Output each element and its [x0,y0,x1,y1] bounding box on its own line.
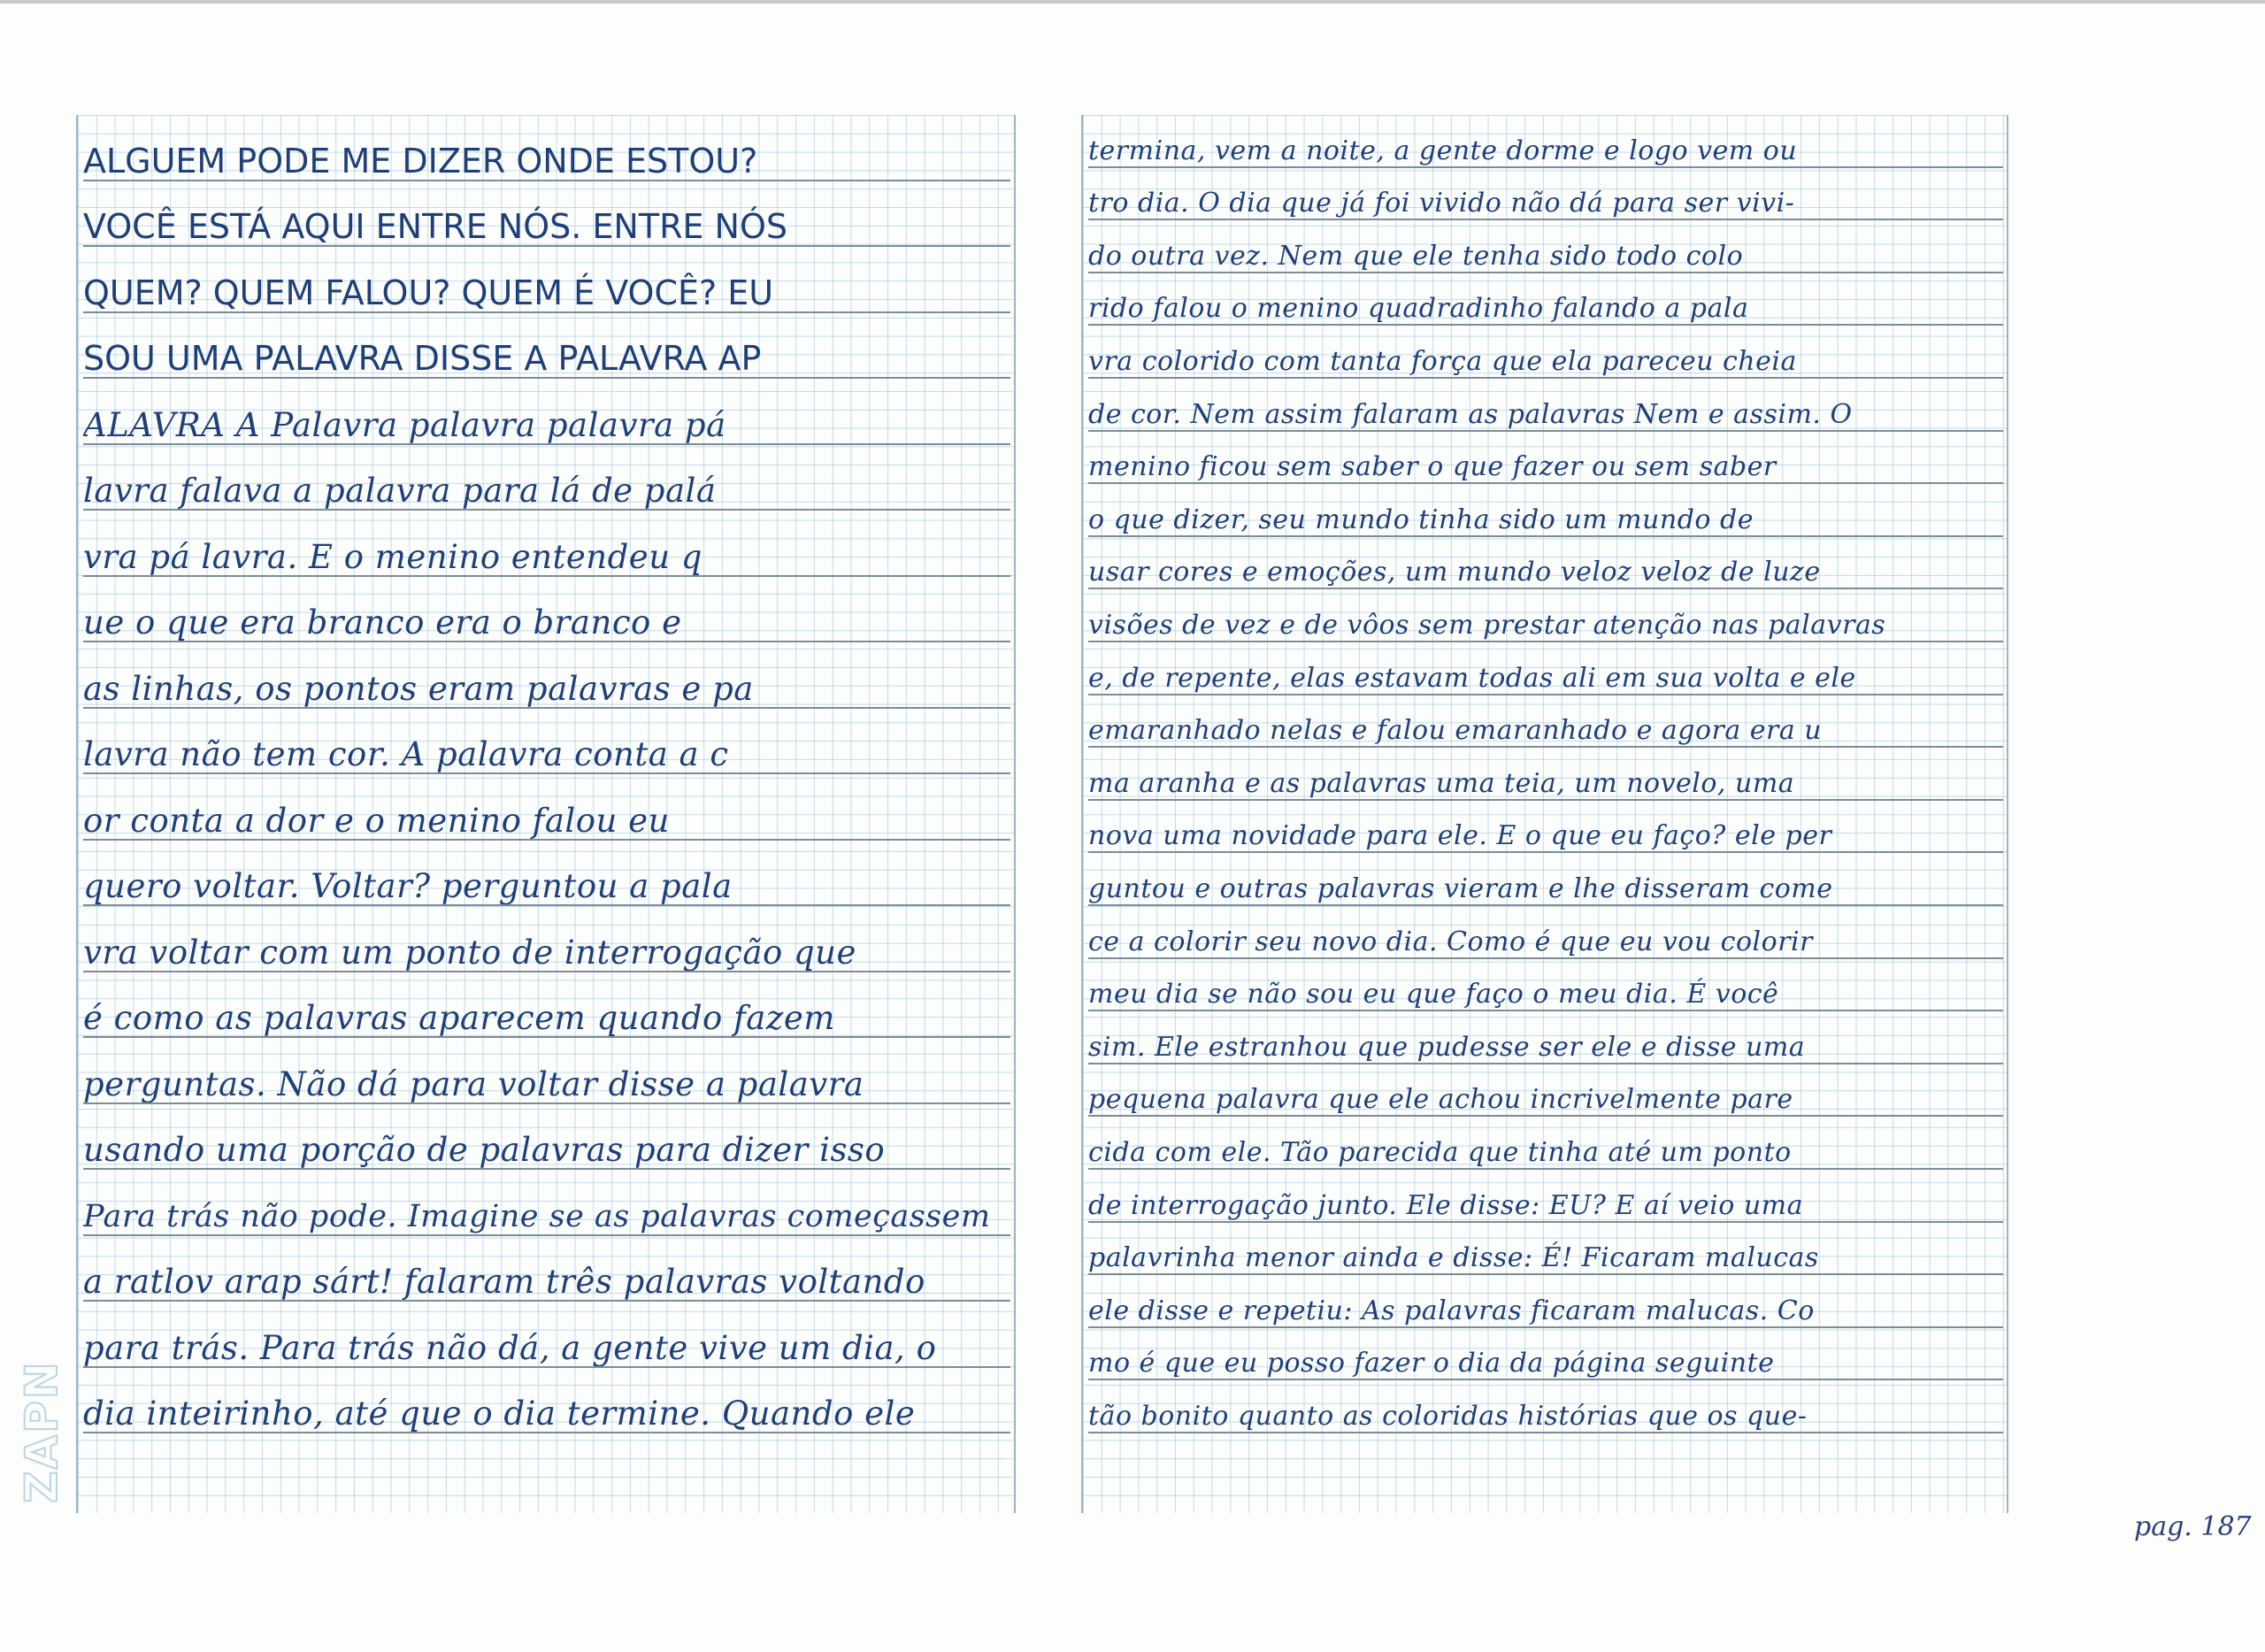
top-edge [0,0,2265,4]
text-line [1088,1170,2003,1223]
handwritten-text: termina, vem a noite, a gente dorme e logo vem ou [1088,134,1798,166]
text-line [83,511,1010,577]
handwritten-text: é como as palavras aparecem quando fazem [83,999,835,1037]
handwritten-text: o que dizer, seu mundo tinha sido um mundo de [1088,503,1754,535]
handwritten-text: a ratlov arap sárt! falaram três palavras voltando [83,1263,925,1301]
text-line [83,181,1010,248]
text-line [1088,220,2003,273]
handwritten-text: or conta a dor e o menino falou eu [83,801,670,840]
text-line [1088,695,2003,749]
handwritten-text: vra pá lavra. E o menino entendeu q [83,537,703,576]
text-line [83,115,1010,181]
handwritten-text: tão bonito quanto as coloridas histórias que os que- [1088,1400,1808,1432]
text-line [1088,853,2003,906]
text-line [1088,432,2003,485]
text-line [1088,1117,2003,1170]
handwritten-text: ma aranha e as palavras uma teia, um novelo, uma [1088,767,1795,799]
handwritten-text: vra voltar com um ponto de interrogação que [83,933,856,972]
text-line [83,1368,1010,1434]
handwritten-text: guntou e outras palavras vieram e lhe disseram come [1088,872,1833,904]
zapn-stamp-logo [17,1348,66,1516]
text-line [83,1236,1010,1302]
text-line [83,1302,1010,1368]
text-line [1088,168,2003,221]
left-column [76,115,1016,1513]
text-line [83,577,1010,643]
handwritten-text: lavra falava a palavra para lá de palá [83,472,717,510]
handwritten-text: cida com ele. Tão parecida que tinha até um ponto [1088,1136,1792,1168]
text-line [1088,642,2003,695]
page-number: pag. 187 [2134,1511,2252,1542]
text-line [83,1038,1010,1104]
handwritten-text: sim. Ele estranhou que pudesse ser ele e disse uma [1088,1031,1806,1063]
text-line [83,642,1010,709]
text-line [1088,379,2003,432]
handwritten-text: lavra não tem cor. A palavra conta a c [83,735,729,773]
handwritten-text: dia inteirinho, até que o dia termine. Quando ele [83,1395,916,1433]
handwritten-text: VOCÊ ESTÁ AQUI ENTRE NÓS. ENTRE NÓS [83,207,788,246]
handwritten-text: perguntas. Não dá para voltar disse a palavra [83,1064,864,1103]
text-line [1088,1011,2003,1064]
handwritten-text: vra colorido com tanta força que ela pareceu cheia [1088,345,1797,377]
text-line [1088,906,2003,959]
text-line [1088,959,2003,1012]
text-line [1088,1275,2003,1328]
handwritten-text: ele disse e repetiu: As palavras ficaram malucas. Co [1088,1295,1815,1326]
handwritten-text: ue o que era branco era o branco e [83,603,682,642]
text-line [83,906,1010,972]
text-line [1088,1064,2003,1118]
text-line [83,379,1010,445]
text-line [83,1170,1010,1236]
left-lines [78,115,1014,1513]
text-line [83,841,1010,907]
right-lines [1083,115,2007,1513]
handwritten-text: nova uma novidade para ele. E o que eu faço? ele per [1088,820,1832,852]
text-line [1088,484,2003,537]
handwritten-text: menino ficou sem saber o que fazer ou sem saber [1088,451,1777,483]
handwritten-text: quero voltar. Voltar? perguntou a pala [83,867,733,905]
handwritten-text: rido falou o menino quadradinho falando a pala [1088,293,1749,325]
text-line [1088,1328,2003,1381]
handwritten-text: as linhas, os pontos eram palavras e pa [83,669,754,708]
handwritten-text: ALAVRA A Palavra palavra palavra pá [83,405,726,444]
text-line [1088,115,2003,168]
right-column [1081,115,2008,1513]
handwritten-text: e, de repente, elas estavam todas ali em sua volta e ele [1088,662,1856,694]
handwritten-text: SOU UMA PALAVRA DISSE A PALAVRA AP [83,339,762,378]
stamp-text: ZAPN [16,1360,67,1503]
handwritten-text: de interrogação junto. Ele disse: EU? E aí veio uma [1088,1189,1804,1221]
text-line [1088,273,2003,327]
text-line [83,709,1010,775]
handwritten-text: para trás. Para trás não dá, a gente vive um dia, o [83,1328,937,1367]
handwritten-text: ce a colorir seu novo dia. Como é que eu vou colorir [1088,926,1813,957]
text-line [83,972,1010,1039]
handwritten-text: meu dia se não sou eu que faço o meu dia. É você [1088,979,1779,1010]
text-line [83,313,1010,380]
text-line [1088,1380,2003,1433]
handwritten-text: usando uma porção de palavras para dizer isso [83,1131,886,1169]
handwritten-text: usar cores e emoções, um mundo veloz veloz de luze [1088,557,1821,588]
handwritten-text: tro dia. O dia que já foi vivido não dá para ser vivi- [1088,188,1795,219]
text-line [1088,801,2003,854]
text-line [83,247,1010,313]
text-line [1088,748,2003,801]
text-line [83,445,1010,511]
text-line [83,1104,1010,1171]
handwritten-text: palavrinha menor ainda e disse: É! Ficaram malucas [1088,1242,1819,1274]
handwritten-text: pequena palavra que ele achou incrivelmente pare [1088,1084,1793,1116]
handwritten-text: do outra vez. Nem que ele tenha sido todo colo [1088,240,1744,272]
handwritten-text: mo é que eu posso fazer o dia da página seguinte [1088,1348,1775,1379]
text-line [1088,537,2003,590]
text-line [83,774,1010,841]
handwritten-text: ALGUEM PODE ME DIZER ONDE ESTOU? [83,141,758,181]
handwritten-text: QUEM? QUEM FALOU? QUEM É VOCÊ? EU [83,273,774,312]
text-line [1088,326,2003,379]
text-line [1088,1223,2003,1276]
handwritten-text: visões de vez e de vôos sem prestar atenção nas palavras [1088,609,1886,641]
handwritten-text: Para trás não pode. Imagine se as palavras começassem [83,1198,991,1234]
handwritten-text: emaranhado nelas e falou emaranhado e agora era u [1088,715,1823,747]
text-line [1088,589,2003,642]
handwritten-text: de cor. Nem assim falaram as palavras Nem e assim. O [1088,398,1853,430]
